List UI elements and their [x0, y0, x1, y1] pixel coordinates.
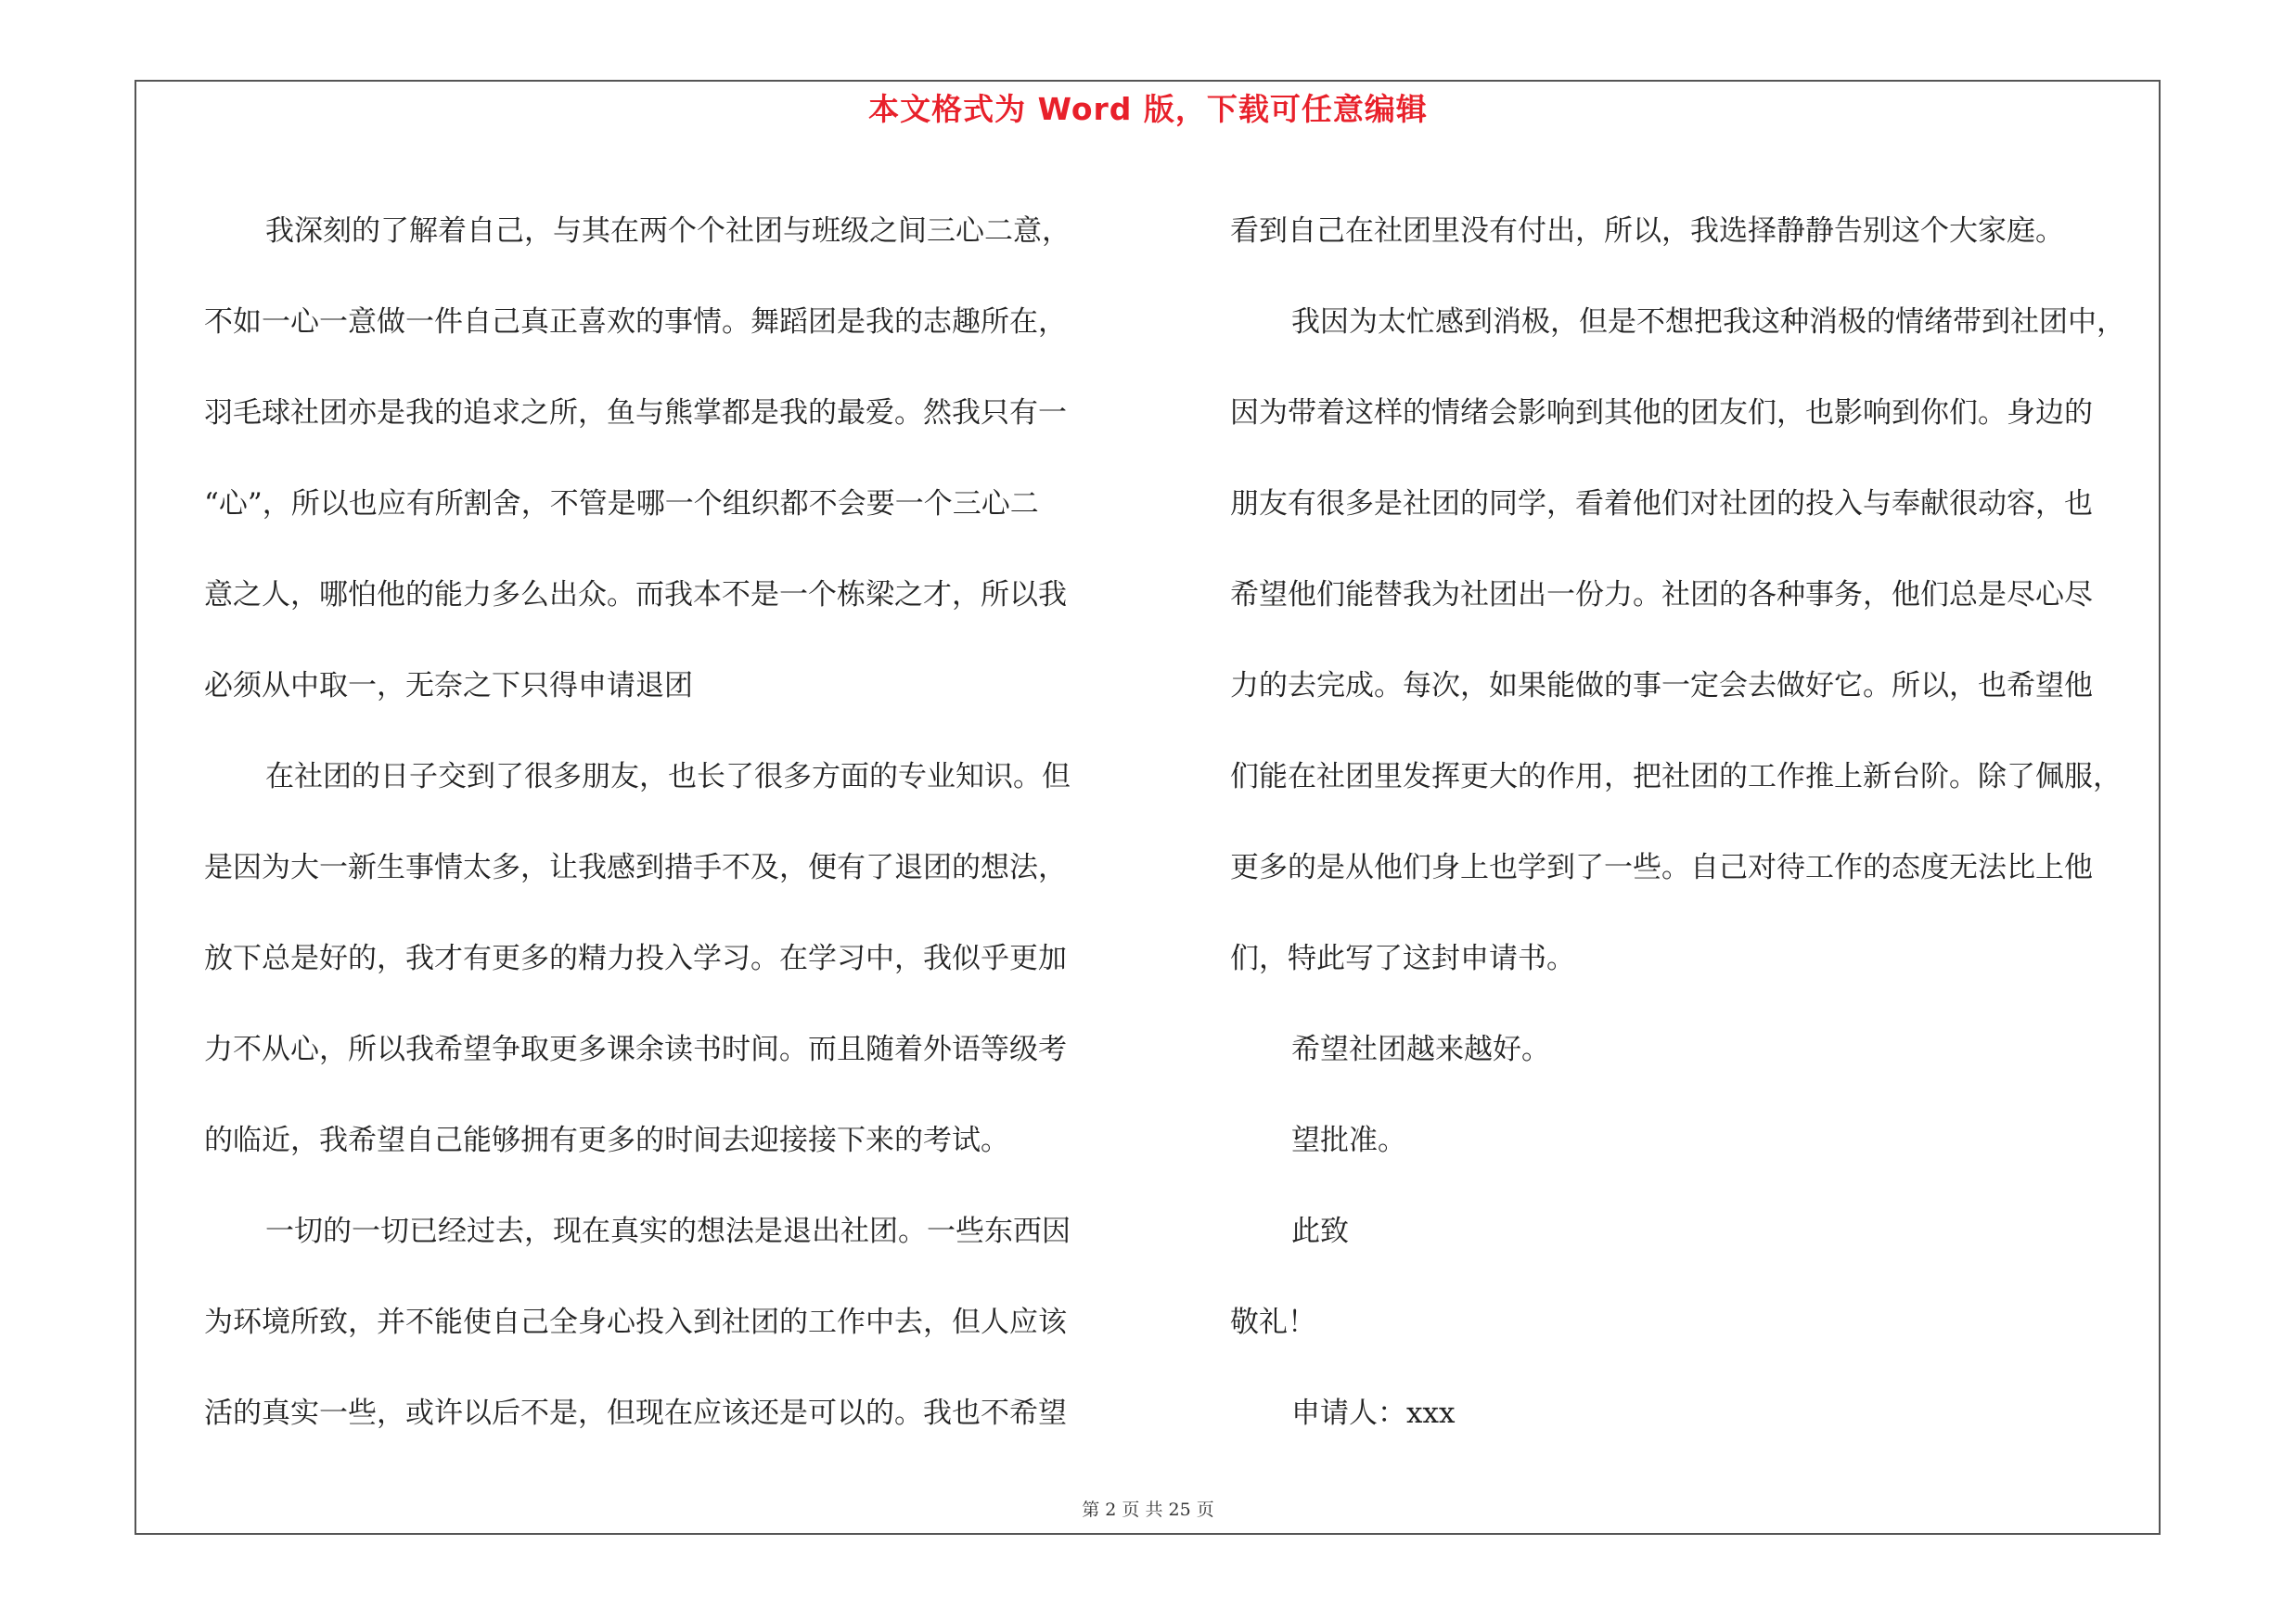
text-line: 必须从中取一，无奈之下只得申请退团 [204, 669, 693, 702]
text-line: 申请人：xxx [1291, 1397, 1456, 1430]
text-line: “心”，所以也应有所割舍，不管是哪一个组织都不会要一个三心二 [204, 487, 1039, 521]
text-line: 更多的是从他们身上也学到了一些。自己对待工作的态度无法比上他 [1230, 851, 2093, 884]
text-line: 希望社团越来越好。 [1291, 1033, 1550, 1066]
text-line: 的临近，我希望自己能够拥有更多的时间去迎接接下来的考试。 [204, 1124, 1009, 1157]
text-line: 活的真实一些，或许以后不是，但现在应该还是可以的。我也不希望 [204, 1397, 1067, 1430]
text-line: 们，特此写了这封申请书。 [1230, 942, 1575, 975]
text-line: 们能在社团里发挥更大的作用，把社团的工作推上新台阶。除了佩服， [1230, 760, 2122, 793]
text-line: 朋友有很多是社团的同学，看着他们对社团的投入与奉献很动容，也 [1230, 487, 2093, 521]
text-line: 羽毛球社团亦是我的追求之所，鱼与熊掌都是我的最爱。然我只有一 [204, 396, 1067, 430]
text-line: 为环境所致，并不能使自己全身心投入到社团的工作中去，但人应该 [204, 1306, 1067, 1339]
left-text-column [204, 186, 1132, 1459]
text-line: 我因为太忙感到消极，但是不想把我这种消极的情绪带到社团中， [1291, 305, 2125, 339]
format-banner: 本文格式为 Word 版，下载可任意编辑 [868, 91, 1428, 127]
text-line: 是因为大一新生事情太多，让我感到措手不及，便有了退团的想法， [204, 851, 1067, 884]
text-line: 看到自己在社团里没有付出，所以，我选择静静告别这个大家庭。 [1230, 214, 2064, 248]
right-text-column [1230, 186, 2186, 1459]
text-line: 我深刻的了解着自己，与其在两个个社团与班级之间三心二意， [265, 214, 1071, 248]
text-line: 力的去完成。每次，如果能做的事一定会去做好它。所以，也希望他 [1230, 669, 2093, 702]
text-line: 力不从心，所以我希望争取更多课余读书时间。而且随着外语等级考 [204, 1033, 1067, 1066]
text-line: 敬礼！ [1230, 1306, 1316, 1339]
text-line: 希望他们能替我为社团出一份力。社团的各种事务，他们总是尽心尽 [1230, 578, 2093, 612]
text-line: 一切的一切已经过去，现在真实的想法是退出社团。一些东西因 [265, 1215, 1071, 1248]
text-line: 此致 [1291, 1215, 1349, 1248]
text-line: 放下总是好的，我才有更多的精力投入学习。在学习中，我似乎更加 [204, 942, 1067, 975]
text-line: 不如一心一意做一件自己真正喜欢的事情。舞蹈团是我的志趣所在， [204, 305, 1067, 339]
text-line: 望批准。 [1291, 1124, 1406, 1157]
text-line: 意之人，哪怕他的能力多么出众。而我本不是一个栋梁之才，所以我 [204, 578, 1067, 612]
text-line: 因为带着这样的情绪会影响到其他的团友们，也影响到你们。身边的 [1230, 396, 2093, 430]
page-number-footer: 第 2 页 共 25 页 [1082, 1500, 1214, 1520]
text-line: 在社团的日子交到了很多朋友，也长了很多方面的专业知识。但 [265, 760, 1071, 793]
